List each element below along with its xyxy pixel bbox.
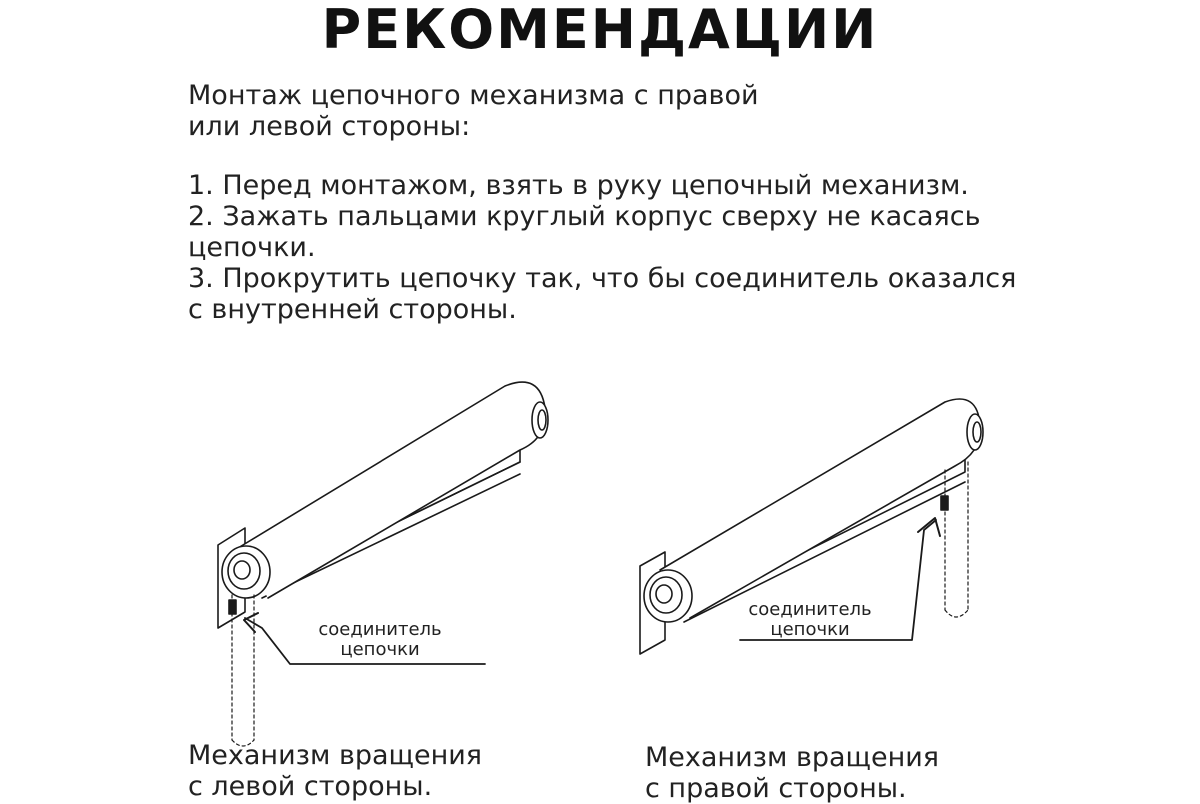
step-line: 2. Зажать пальцами круглый корпус сверху не касаясь	[188, 201, 981, 232]
right-chain-connector	[941, 496, 948, 510]
step-line: цепочки.	[188, 232, 316, 263]
label-line: соединитель	[318, 619, 442, 640]
label-line: соединитель	[748, 599, 872, 620]
step-line: 1. Перед монтажом, взять в руку цепочный механизм.	[188, 170, 969, 201]
intro-line: или левой стороны:	[188, 111, 471, 142]
label-line: цепочки	[770, 619, 850, 640]
left-caption	[188, 740, 482, 802]
step-line: 3. Прокрутить цепочку так, что бы соединитель оказался	[188, 263, 1017, 294]
right-connector-label	[730, 600, 890, 640]
caption-line: Механизм вращения	[645, 742, 940, 773]
right-chain	[945, 462, 968, 617]
right-caption	[645, 742, 939, 804]
step-line: с внутренней стороны.	[188, 294, 517, 325]
caption-line: с левой стороны.	[188, 771, 433, 802]
label-line: цепочки	[340, 639, 420, 660]
left-connector-label	[300, 620, 460, 660]
page-title: РЕКОМЕНДАЦИИ	[321, 0, 879, 61]
caption-line: Механизм вращения	[188, 740, 483, 771]
left-chain-connector	[229, 600, 236, 614]
intro-line: Монтаж цепочного механизма с правой	[188, 80, 759, 111]
left-roller-mechanism	[218, 382, 548, 746]
caption-line: с правой стороны.	[645, 773, 907, 804]
